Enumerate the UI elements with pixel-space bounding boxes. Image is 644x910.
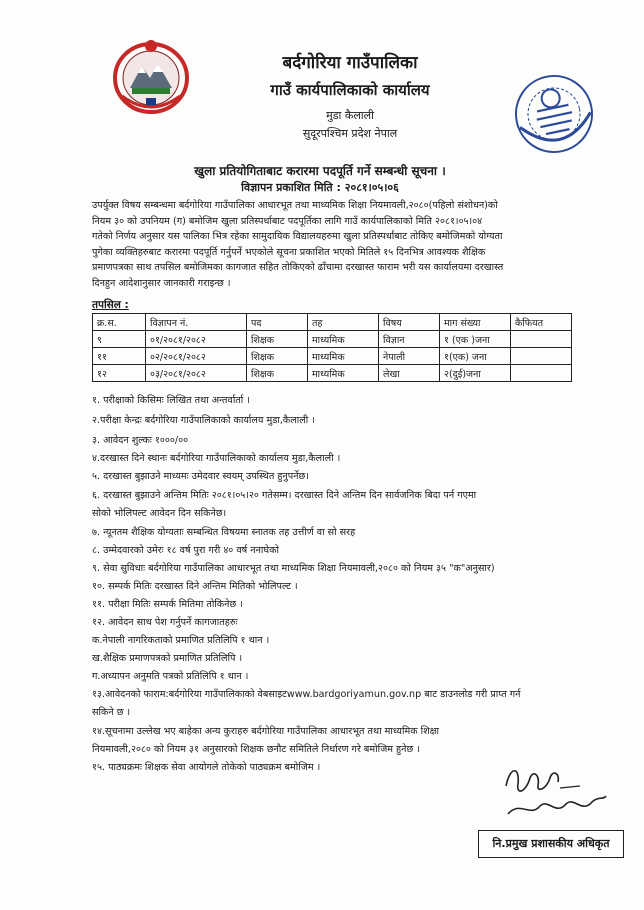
municipality-name: बर्दगोरिया गाउँपालिका: [282, 53, 418, 73]
table-row: [93, 348, 572, 365]
paragraph-line: गतेको निर्णय अनुसार यस पालिका भित्र रहेका सामुदायिक विद्यालयहरुमा खुला प्रतिस्पर्धाबाट तोकिए बमोजिमको योग्यता: [92, 231, 503, 242]
condition-item: १०. सम्पर्क मितिः दरखास्त दिने अन्तिम मितिको भोलिपल्ट ।: [92, 581, 298, 592]
table-cell: माध्यमिक: [308, 331, 379, 348]
paragraph-line: उपर्युक्त विषय सम्बन्धमा बर्दगोरिया गाउँपालिका आधारभूत तथा माध्यमिक शिक्षा नियमावली,२०८०(पहिलो संशोधन)को: [92, 200, 498, 211]
office-name: गाउँ कार्यपालिकाको कार्यालय: [270, 81, 430, 99]
condition-item: ५. दरखास्त बुझाउने माध्यमः उमेदवार स्वयम् उपस्थित हुनुपर्नेछ।: [92, 471, 309, 482]
condition-item: १३.आवेदनको फाराम:बर्दगोरिया गाउँपालिकाको वेबसाइटwww.bardgoriyamun.gov.np बाट डाउनलोड गरी प्राप्त गर्न: [92, 689, 521, 700]
condition-item: १२. आवेदन साथ पेश गर्नुपर्ने कागजातहरुः: [92, 617, 238, 628]
table-cell: १२: [93, 365, 146, 382]
office-seal-icon: [508, 68, 600, 160]
table-header-cell: माग संख्या: [440, 314, 511, 331]
table-header-cell: क्र.स.: [93, 314, 146, 331]
table-header-cell: विषय: [379, 314, 440, 331]
paragraph-line: दिनहुन आदेशानुसार जानकारी गराइन्छ ।: [92, 277, 231, 289]
condition-item: १५. पाठ्यक्रमः शिक्षक सेवा आयोगले तोकेको पाठ्यक्रम बमोजिम ।: [92, 762, 321, 773]
condition-item: ९. सेवा सुविधाः बर्दगोरिया गाउँपालिका आधारभूत तथा माध्यमिक शिक्षा नियमावली,२०८० को नियम ३५ "क"अनुसार): [92, 563, 495, 574]
table-cell: शिक्षक: [247, 348, 308, 365]
condition-item: सकिने छ ।: [92, 707, 131, 718]
condition-item: ३. आवेदन शुल्कः १०००/००: [92, 435, 189, 446]
province-name: सुदूरपश्चिम प्रदेश नेपाल: [302, 127, 398, 140]
condition-item: १४.सूचनामा उल्लेख भए बाहेका अन्य कुराहरु बर्दगोरिया गाउँपालिका आधारभूत तथा माध्यमिक शिक्षा: [92, 726, 440, 737]
paragraph-line: नियम ३० को उपनियम (ग) बमोजिम खुला प्रतिस्पर्धाबाट पदपूर्तिका लागि गाउँ कार्यपालिकाको मिति २०८१।०५।०४: [92, 215, 483, 227]
table-cell: शिक्षक: [247, 331, 308, 348]
table-cell: ०२/२०८१/२०८२: [146, 348, 247, 365]
condition-item: ख.शैक्षिक प्रमाणपत्रको प्रमाणित प्रतिलिपि ।: [92, 653, 243, 664]
paragraph-line: पुगेका व्यक्तिहरुबाट करारमा पदपूर्ति गर्नुपर्ने भएकोले सूचना प्रकाशित भएको मितिले १५ दिनभित्र आवश्यक शैक्षिक: [92, 246, 486, 258]
condition-item: ६. दरखास्त बुझाउने अन्तिम मितिः २०८१।०५।२० गतेसम्म। दरखास्त दिने अन्तिम दिन सार्वजनिक बिदा पर्न गएमा: [92, 490, 477, 501]
table-header-row: [93, 314, 572, 331]
table-cell: ०३/२०८१/२०८२: [146, 365, 247, 382]
nepal-emblem-icon: [108, 36, 194, 116]
table-row: [93, 331, 572, 348]
table-header-cell: पद: [247, 314, 308, 331]
table-cell: शिक्षक: [247, 365, 308, 382]
table-row: [93, 365, 572, 382]
table-cell: ०१/२०८१/२०८२: [146, 331, 247, 348]
condition-item: १. परीक्षाको किसिमः लिखित तथा अन्तर्वार्ता ।: [92, 395, 250, 406]
notice-title: खुला प्रतियोगिताबाट करारमा पदपूर्ति गर्ने सम्बन्धी सूचना ।: [194, 164, 446, 178]
table-cell: [511, 365, 572, 382]
notice-paragraph: [92, 198, 618, 291]
condition-item: ११. परीक्षा मितिः सम्पर्क मितिमा तोकिनेछ ।: [92, 599, 243, 610]
table-label: तपसिल :: [92, 299, 129, 311]
table-cell: २(दुई)जना: [440, 365, 511, 382]
condition-item: २.परीक्षा केन्द्रः बर्दगोरिया गाउँपालिकाको कार्यालय मुडा,कैलाली ।: [92, 415, 315, 426]
condition-item: ७. न्यूनतम शैक्षिक योग्यताः सम्बन्धित विषयमा स्नातक तह उत्तीर्ण वा सो सरह: [92, 527, 356, 538]
table-cell: विज्ञान: [379, 331, 440, 348]
condition-item: सोको भोलिपल्ट आवेदन दिन सकिनेछ।: [92, 508, 227, 519]
paragraph-line: प्रमाणपत्रका साथ तपसिल बमोजिमका कागजात सहित तोकिएको ढाँचामा दरखास्त फाराम भरी यस कार्यालयमा दरखास्त: [92, 262, 504, 273]
table-cell: [511, 348, 572, 365]
condition-item: क.नेपाली नागरिकताको प्रमाणित प्रतिलिपि १ थान ।: [92, 635, 270, 646]
table-cell: १(एक) जना: [440, 348, 511, 365]
table-cell: ९: [93, 331, 146, 348]
officer-title: नि.प्रमुख प्रशासकीय अधिकृत: [478, 830, 624, 858]
table-header-cell: तह: [308, 314, 379, 331]
condition-item: नियमावली,२०८० को नियम ३१ अनुसारको शिक्षक छनौट समितिले निर्धारण गरे बमोजिम हुनेछ ।: [92, 744, 420, 755]
handwritten-signature-icon: [500, 756, 610, 826]
table-cell: लेखा: [379, 365, 440, 382]
condition-item: ८. उम्मेदवारको उमेरः १८ वर्ष पुरा गरी ४० वर्ष ननाघेको: [92, 545, 279, 556]
table-cell: १ (एक )जना: [440, 331, 511, 348]
condition-item: ४.दरखास्त दिने स्थानः बर्दगोरिया गाउँपालिकाको कार्यालय मुडा,कैलाली ।: [92, 453, 341, 464]
table-cell: ११: [93, 348, 146, 365]
condition-item: ग.अध्यापन अनुमति पत्रको प्रतिलिपि १ थान ।: [92, 671, 249, 682]
vacancy-table: [92, 313, 572, 382]
table-cell: नेपाली: [379, 348, 440, 365]
publish-date: विज्ञापन प्रकाशित मिति : २०८१।०५।०६: [241, 181, 399, 194]
table-cell: माध्यमिक: [308, 348, 379, 365]
table-cell: माध्यमिक: [308, 365, 379, 382]
table-cell: [511, 331, 572, 348]
table-header-cell: विज्ञापन नं.: [146, 314, 247, 331]
office-location: मुडा कैलाली: [326, 109, 374, 122]
table-header-cell: कैफियत: [511, 314, 572, 331]
